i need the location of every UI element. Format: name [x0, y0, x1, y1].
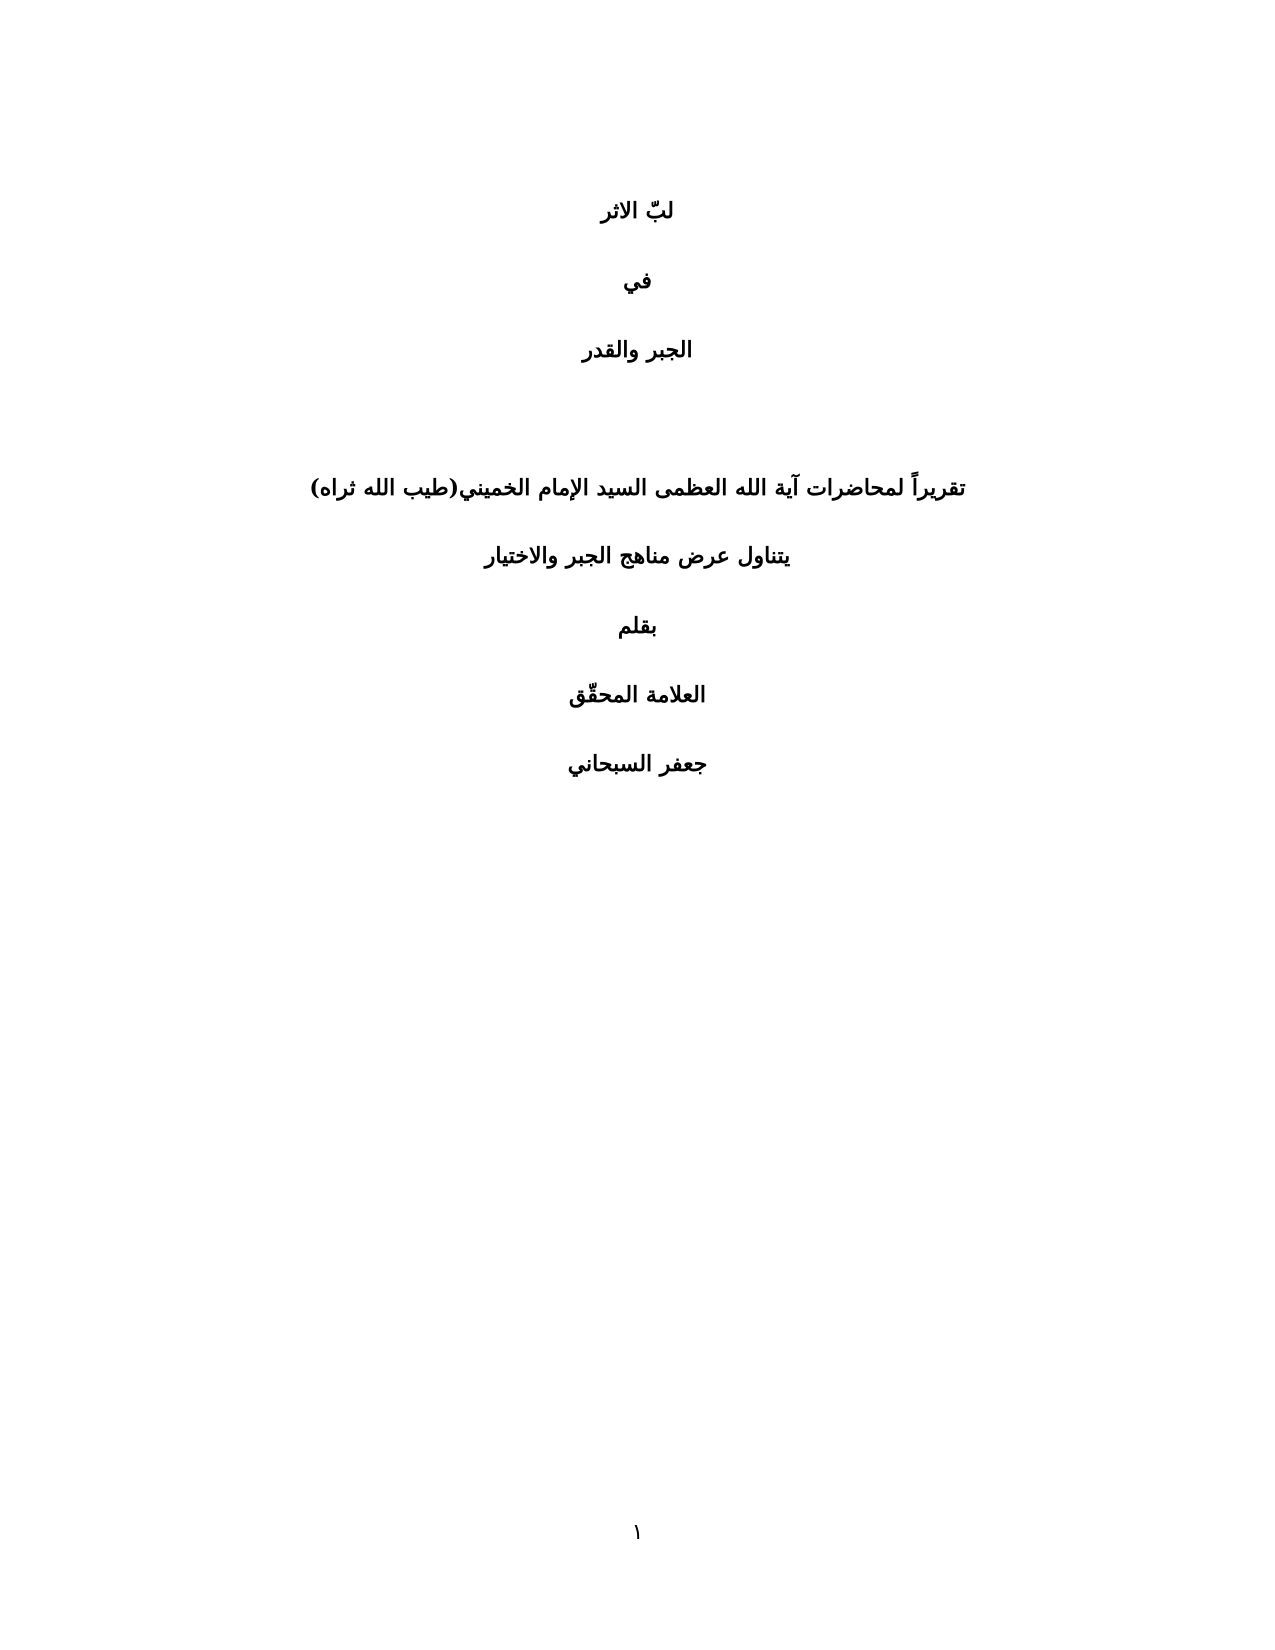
by-label: بقلم [617, 613, 658, 639]
author-title: العلامة المحقّق [568, 682, 706, 708]
subtitle: تقريراً لمحاضرات آية الله العظمى السيد الإمام الخميني(طيب الله ثراه) [309, 475, 966, 501]
book-title-line-3: الجبر والقدر [582, 337, 693, 363]
book-title-line-2: في [623, 268, 652, 294]
page-number: ١ [631, 1520, 644, 1545]
author-name: جعفر السبحاني [567, 751, 708, 777]
description: يتناول عرض مناهج الجبر والاختيار [484, 543, 791, 569]
book-title-line-1: لبّ الاثر [601, 198, 674, 224]
